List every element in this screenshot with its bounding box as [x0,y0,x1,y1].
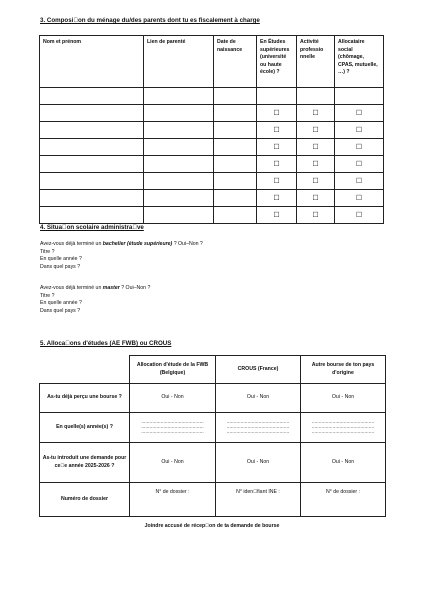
activite-checkbox[interactable]: ☐ [297,105,335,122]
date-naissance-cell[interactable] [214,190,257,207]
household-row [40,122,384,139]
lien-parente-cell[interactable] [144,88,214,105]
fwb-demande-oui-non[interactable]: Oui - Non [130,443,216,483]
activite-checkbox[interactable]: ☐ [297,156,335,173]
crous-ine-field[interactable]: N° iden fiant INE : [216,483,301,517]
master-titre: Titre ? [40,292,55,299]
nom-prenom-cell[interactable] [40,105,144,122]
activite-checkbox[interactable]: ☐ [297,139,335,156]
lien-parente-cell[interactable] [144,173,214,190]
nom-prenom-cell[interactable] [40,207,144,224]
autre-dossier-field[interactable]: N° de dossier : [301,483,386,517]
etudes-checkbox[interactable]: ☐ [257,156,297,173]
date-naissance-cell[interactable] [214,122,257,139]
etudes-checkbox[interactable]: ☐ [257,122,297,139]
activite-checkbox[interactable]: ☐ [297,190,335,207]
row-label-annees: En quelle(s) année(s) ? [40,413,130,443]
col-nom-prenom: Nom et prénom [40,36,144,88]
row-label-numero-dossier: Numéro de dossier [40,483,130,517]
bourse-header-row [40,356,386,384]
household-row [40,88,384,105]
col-activite-pro: Activité professio nnelle [297,36,335,88]
lien-parente-cell[interactable] [144,190,214,207]
household-table [39,35,384,224]
activite-checkbox[interactable]: ☐ [297,173,335,190]
household-row [40,156,384,173]
lien-parente-cell[interactable] [144,156,214,173]
allocataire-checkbox[interactable]: ☐ [335,207,384,224]
col-crous: CROUS (France) [216,356,301,384]
lien-parente-cell[interactable] [144,105,214,122]
autre-annees-field[interactable]: ............................................. ............................................. ............................................. [301,413,386,443]
activite-checkbox[interactable]: ☐ [297,122,335,139]
lien-parente-cell[interactable] [144,122,214,139]
row-annees [40,413,386,443]
section-3-title: 3. Composi on du ménage du/des parents dont tu es fiscalement à charge [40,17,260,24]
nom-prenom-cell[interactable] [40,190,144,207]
date-naissance-cell[interactable] [214,173,257,190]
col-etudes-superieures: En Études supérieures (université ou haute école) ? [257,36,297,88]
col-autre-bourse: Autre bourse de ton pays d'origine [301,356,386,384]
fwb-percue-oui-non[interactable]: Oui - Non [130,384,216,413]
master-pays: Dans quel pays ? [40,307,81,314]
autre-percue-oui-non[interactable]: Oui - Non [301,384,386,413]
fwb-dossier-field[interactable]: N° de dossier : [130,483,216,517]
allocataire-checkbox[interactable]: ☐ [335,122,384,139]
bachelier-annee: En quelle année ? [40,256,82,262]
nom-prenom-cell[interactable] [40,156,144,173]
etudes-checkbox[interactable]: ☐ [257,190,297,207]
fwb-annees-field[interactable]: ............................................. ............................................. ............................................. [130,413,216,443]
household-row [40,105,384,122]
activite-checkbox[interactable] [297,88,335,105]
master-annee: En quelle année ? [40,300,82,306]
nom-prenom-cell[interactable] [40,88,144,105]
lien-parente-cell[interactable] [144,139,214,156]
row-label-demande-2025: As-tu introduit une demande pour ce e année 2025-2026 ? [40,443,130,483]
etudes-checkbox[interactable]: ☐ [257,105,297,122]
master-question: Avez-vous déjà terminé un master ? Oui–Non ? [40,285,151,291]
bachelier-titre: Titre ? [40,248,55,255]
lien-parente-cell[interactable] [144,207,214,224]
date-naissance-cell[interactable] [214,207,257,224]
allocataire-checkbox[interactable] [335,88,384,105]
household-row [40,190,384,207]
etudes-checkbox[interactable]: ☐ [257,173,297,190]
allocataire-checkbox[interactable]: ☐ [335,190,384,207]
allocataire-checkbox[interactable]: ☐ [335,173,384,190]
household-row [40,139,384,156]
etudes-checkbox[interactable]: ☐ [257,207,297,224]
section-4-title: 4. Situa on scolaire administra ve [40,224,144,231]
household-row [40,207,384,224]
col-fwb: Allocation d'étude de la FWB (Belgique) [130,356,216,384]
nom-prenom-cell[interactable] [40,122,144,139]
date-naissance-cell[interactable] [214,105,257,122]
row-demande-2025 [40,443,386,483]
autre-demande-oui-non[interactable]: Oui - Non [301,443,386,483]
col-lien-parente: Lien de parenté [144,36,214,88]
master-block [40,285,150,315]
section-5-title: 5. Alloca ons d'études (AE FWB) ou CROUS [40,340,172,347]
allocataire-checkbox[interactable]: ☐ [335,105,384,122]
bourse-corner-cell [40,356,130,384]
crous-percue-oui-non[interactable]: Oui - Non [216,384,301,413]
household-header-row [40,36,384,88]
row-numero-dossier [40,483,386,517]
footer-note: Joindre accusé de récep on de ta demande de bourse [144,523,280,529]
bachelier-question: Avez-vous déjà terminé un bachelier (étude supérieure) ? Oui–Non ? [40,241,203,247]
date-naissance-cell[interactable] [214,156,257,173]
date-naissance-cell[interactable] [214,88,257,105]
bachelier-pays: Dans quel pays ? [40,263,81,270]
activite-checkbox[interactable]: ☐ [297,207,335,224]
col-allocataire-social: Allocataire social (chômage, CPAS, mutuelle, …) ? [335,36,384,88]
bourse-table [39,355,386,517]
household-row [40,173,384,190]
allocataire-checkbox[interactable]: ☐ [335,139,384,156]
etudes-checkbox[interactable] [257,88,297,105]
crous-annees-field[interactable]: ............................................. ............................................. ............................................. [216,413,301,443]
nom-prenom-cell[interactable] [40,173,144,190]
etudes-checkbox[interactable]: ☐ [257,139,297,156]
date-naissance-cell[interactable] [214,139,257,156]
bachelier-block [40,241,203,271]
allocataire-checkbox[interactable]: ☐ [335,156,384,173]
row-label-bourse-percue: As-tu déjà perçu une bourse ? [40,384,130,413]
row-bourse-percue [40,384,386,413]
crous-demande-oui-non[interactable]: Oui - Non [216,443,301,483]
nom-prenom-cell[interactable] [40,139,144,156]
col-date-naissance: Date de naissance [214,36,257,88]
